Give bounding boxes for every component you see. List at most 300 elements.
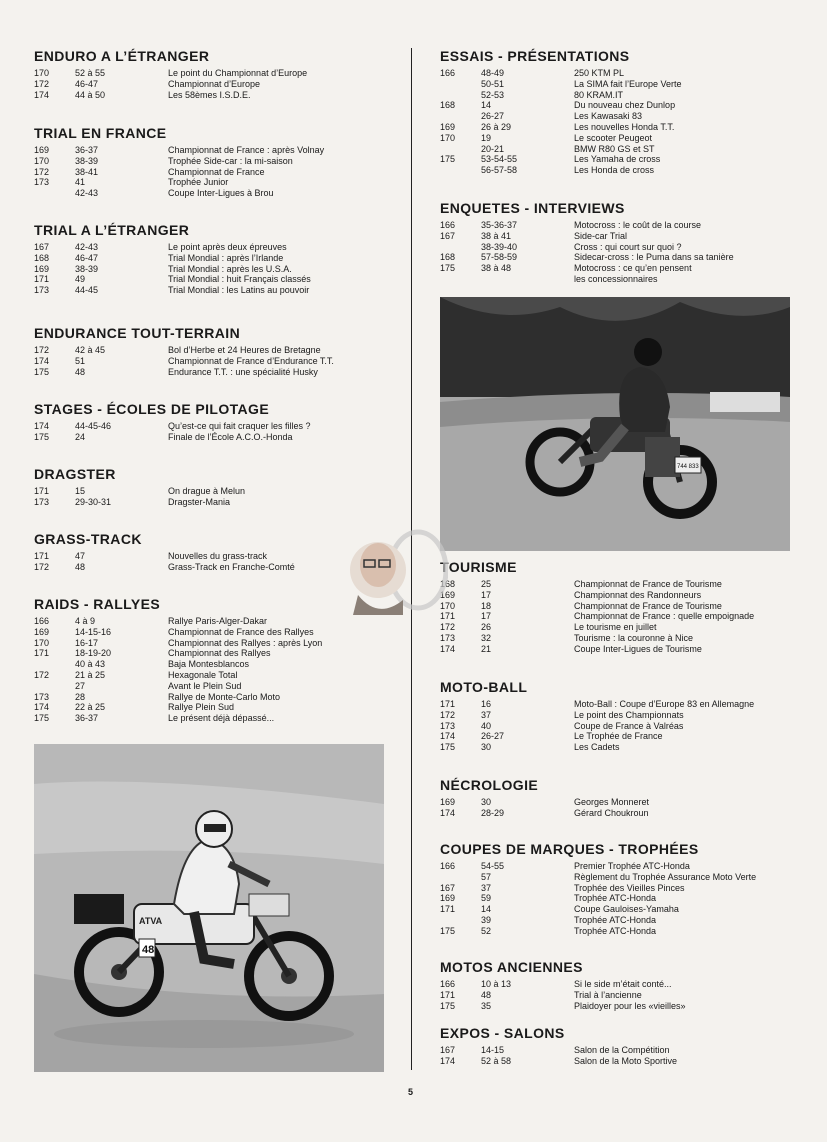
page-range: 4 à 9 bbox=[75, 616, 96, 626]
page-range: 25 bbox=[481, 579, 492, 589]
section-title: MOTOS ANCIENNES bbox=[440, 959, 583, 975]
issue-number: 173 bbox=[440, 720, 456, 731]
index-entry bbox=[440, 579, 825, 590]
index-entry bbox=[34, 638, 394, 649]
page-range: 37 bbox=[481, 882, 492, 893]
section-entries bbox=[34, 421, 394, 443]
page-range: 29-30-31 bbox=[75, 496, 112, 507]
index-entry bbox=[34, 177, 394, 188]
page-range: 38-39 bbox=[75, 263, 99, 274]
page-range: 38 à 41 bbox=[481, 230, 512, 241]
article-title: Championnat de France de Tourisme bbox=[574, 600, 722, 611]
article-title: Le présent déjà dépassé... bbox=[168, 713, 275, 724]
page-range: 38-39-40 bbox=[481, 241, 518, 252]
index-entry bbox=[34, 702, 394, 713]
article-title: Les Kawasaki 83 bbox=[574, 111, 643, 122]
page-range: 35-36-37 bbox=[481, 220, 518, 230]
index-entry bbox=[440, 710, 825, 721]
index-entry bbox=[440, 154, 825, 165]
index-entry bbox=[34, 90, 394, 101]
page-range: 30 bbox=[481, 797, 492, 807]
article-title: Trophée ATC-Honda bbox=[574, 893, 657, 904]
article-title: Championnat des Randonneurs bbox=[574, 589, 702, 600]
article-title: les concessionnaires bbox=[574, 273, 658, 284]
index-entry bbox=[34, 253, 394, 264]
page-range: 52 bbox=[481, 925, 492, 936]
page-range: 54-55 bbox=[481, 861, 505, 871]
index-entry bbox=[34, 79, 394, 90]
section-entries bbox=[440, 579, 825, 655]
article-title: Avant le Plein Sud bbox=[168, 680, 242, 691]
road-motorcycle-photo bbox=[440, 297, 790, 551]
article-title: Les Cadets bbox=[574, 742, 620, 753]
page-range: 41 bbox=[75, 177, 86, 188]
page-range: 20-21 bbox=[481, 143, 505, 154]
article-title: Le point après deux épreuves bbox=[168, 242, 287, 252]
section-title: STAGES - ÉCOLES DE PILOTAGE bbox=[34, 401, 270, 417]
index-entry bbox=[34, 497, 394, 508]
section bbox=[34, 325, 394, 377]
page-range: 56-57-58 bbox=[481, 165, 518, 176]
index-entry bbox=[34, 648, 394, 659]
index-entry bbox=[440, 133, 825, 144]
issue-number: 171 bbox=[440, 904, 456, 915]
article-title: Qu’est-ce qui fait craquer les filles ? bbox=[168, 421, 311, 431]
index-entry bbox=[440, 1001, 825, 1012]
article-title: Championnat des Rallyes : après Lyon bbox=[168, 637, 323, 648]
index-entry bbox=[34, 670, 394, 681]
article-title: Coupe Inter-Ligues de Tourisme bbox=[574, 643, 702, 654]
index-entry bbox=[440, 122, 825, 133]
section bbox=[34, 531, 394, 573]
index-entry bbox=[440, 893, 825, 904]
article-title: Championnat de France des Rallyes bbox=[168, 626, 314, 637]
issue-number: 171 bbox=[34, 486, 50, 496]
page-range: 40 bbox=[481, 720, 492, 731]
section-entries bbox=[440, 979, 825, 1011]
index-entry bbox=[34, 274, 394, 285]
index-entry bbox=[34, 616, 394, 627]
issue-number: 170 bbox=[34, 155, 50, 166]
article-title: Salon de la Compétition bbox=[574, 1045, 670, 1055]
article-title: Championnat de France d’Endurance T.T. bbox=[168, 355, 334, 366]
issue-number: 168 bbox=[440, 100, 456, 111]
index-entry bbox=[440, 872, 825, 883]
index-entry bbox=[34, 264, 394, 275]
index-entry bbox=[34, 562, 394, 573]
article-title: Règlement du Trophée Assurance Moto Verte bbox=[574, 871, 757, 882]
page-range: 21 bbox=[481, 643, 492, 654]
article-title: Championnat de France : quelle empoignade bbox=[574, 611, 755, 622]
index-entry bbox=[440, 883, 825, 894]
section-title: TRIAL A L’ÉTRANGER bbox=[34, 222, 190, 238]
article-title: Trophée Side-car : la mi-saison bbox=[168, 155, 293, 166]
issue-number: 172 bbox=[34, 166, 50, 177]
article-title: Les nouvelles Honda T.T. bbox=[574, 121, 675, 132]
article-title: Georges Monneret bbox=[574, 797, 650, 807]
article-title: Trial Mondial : les Latins au pouvoir bbox=[168, 285, 310, 296]
issue-number: 171 bbox=[34, 648, 50, 659]
page-range: 51 bbox=[75, 355, 86, 366]
section bbox=[440, 1025, 825, 1067]
article-title: Motocross : le coût de la course bbox=[574, 220, 702, 230]
page-range: 50-51 bbox=[481, 78, 505, 89]
issue-number: 172 bbox=[440, 622, 456, 633]
index-entry bbox=[34, 659, 394, 670]
page-range: 24 bbox=[75, 431, 86, 442]
page-range: 28 bbox=[75, 691, 86, 702]
index-entry bbox=[34, 713, 394, 724]
issue-number: 171 bbox=[440, 611, 456, 622]
article-title: Le point des Championnats bbox=[574, 709, 684, 720]
issue-number: 175 bbox=[34, 713, 50, 724]
section bbox=[34, 222, 394, 296]
section bbox=[440, 777, 825, 819]
issue-number: 175 bbox=[440, 742, 456, 753]
page-range: 17 bbox=[481, 589, 492, 600]
page-range: 26-27 bbox=[481, 111, 505, 122]
section bbox=[34, 125, 394, 199]
index-entry bbox=[440, 797, 825, 808]
article-title: Trophée Junior bbox=[168, 177, 229, 188]
issue-number: 173 bbox=[34, 691, 50, 702]
section bbox=[34, 596, 394, 724]
bike-sponsor-text: ATVA bbox=[139, 916, 163, 926]
issue-number: 174 bbox=[34, 89, 50, 100]
section-entries bbox=[440, 220, 825, 285]
article-title: Le Trophée de France bbox=[574, 731, 663, 742]
section-title: NÉCROLOGIE bbox=[440, 777, 539, 793]
index-entry bbox=[34, 692, 394, 703]
page-range: 36-37 bbox=[75, 145, 99, 155]
issue-number: 169 bbox=[440, 893, 456, 904]
issue-number: 169 bbox=[34, 263, 50, 274]
section-title: DRAGSTER bbox=[34, 466, 116, 482]
issue-number: 169 bbox=[440, 589, 456, 600]
article-title: Les 58èmes I.S.D.E. bbox=[168, 89, 251, 100]
page-range: 46-47 bbox=[75, 78, 99, 89]
page-range: 18-19-20 bbox=[75, 648, 112, 659]
issue-number: 166 bbox=[440, 861, 456, 871]
section-entries bbox=[34, 145, 394, 199]
page-range: 44-45 bbox=[75, 285, 99, 296]
issue-number: 175 bbox=[440, 263, 456, 274]
index-entry bbox=[440, 731, 825, 742]
section-title: TRIAL EN FRANCE bbox=[34, 125, 167, 141]
article-title: Coupe de France à Valréas bbox=[574, 720, 684, 731]
page-range: 48 bbox=[75, 561, 86, 572]
index-entry bbox=[34, 551, 394, 562]
article-title: Trial Mondial : huit Français classés bbox=[168, 274, 311, 285]
page-range: 37 bbox=[481, 709, 492, 720]
section-title: ESSAIS - PRÉSENTATIONS bbox=[440, 48, 630, 64]
article-title: Salon de la Moto Sportive bbox=[574, 1055, 678, 1066]
index-entry bbox=[34, 242, 394, 253]
page-range: 57 bbox=[481, 871, 492, 882]
section bbox=[34, 401, 394, 443]
index-entry bbox=[440, 861, 825, 872]
index-entry bbox=[440, 274, 825, 285]
index-entry bbox=[440, 633, 825, 644]
index-entry bbox=[440, 100, 825, 111]
page-range: 22 à 25 bbox=[75, 702, 106, 713]
index-entry bbox=[34, 285, 394, 296]
page-range: 40 à 43 bbox=[75, 659, 106, 670]
race-number-plate: 48 bbox=[142, 944, 155, 956]
index-entry bbox=[440, 590, 825, 601]
issue-number: 169 bbox=[34, 626, 50, 637]
issue-number: 169 bbox=[440, 797, 456, 807]
index-entry bbox=[34, 627, 394, 638]
issue-number: 171 bbox=[440, 989, 456, 1000]
article-title: 80 KRAM.IT bbox=[574, 89, 624, 100]
section-title: COUPES DE MARQUES - TROPHÉES bbox=[440, 841, 699, 857]
page-range: 53-54-55 bbox=[481, 154, 518, 165]
index-entry bbox=[440, 79, 825, 90]
page-range: 18 bbox=[481, 600, 492, 611]
section-entries bbox=[34, 345, 394, 377]
page-range: 46-47 bbox=[75, 252, 99, 263]
section-title: MOTO-BALL bbox=[440, 679, 528, 695]
article-title: Championnat de France de Tourisme bbox=[574, 579, 722, 589]
article-title: BMW R80 GS et ST bbox=[574, 143, 655, 154]
index-entry bbox=[34, 432, 394, 443]
issue-number: 166 bbox=[34, 616, 50, 626]
issue-number: 174 bbox=[34, 421, 50, 431]
page-range: 48 bbox=[481, 989, 492, 1000]
index-entry bbox=[440, 68, 825, 79]
article-title: Trial à l’ancienne bbox=[574, 989, 642, 1000]
article-title: Baja Montesblancos bbox=[168, 659, 250, 670]
issue-number: 171 bbox=[440, 699, 456, 709]
article-title: Premier Trophée ATC-Honda bbox=[574, 861, 690, 871]
index-entry bbox=[440, 979, 825, 990]
issue-number: 166 bbox=[440, 220, 456, 230]
index-entry bbox=[440, 926, 825, 937]
issue-number: 175 bbox=[34, 431, 50, 442]
index-entry bbox=[440, 990, 825, 1001]
article-title: Si le side m’était conté... bbox=[574, 979, 672, 989]
issue-number: 173 bbox=[440, 632, 456, 643]
issue-number: 167 bbox=[440, 1045, 456, 1055]
page-range: 52-53 bbox=[481, 89, 505, 100]
page-range: 38-41 bbox=[75, 166, 99, 177]
section bbox=[34, 48, 394, 100]
page-range: 38-39 bbox=[75, 155, 99, 166]
article-title: Gérard Choukroun bbox=[574, 807, 649, 818]
issue-number: 168 bbox=[440, 579, 456, 589]
article-title: Championnat des Rallyes bbox=[168, 648, 271, 659]
page-range: 30 bbox=[481, 742, 492, 753]
section-entries bbox=[34, 68, 394, 100]
index-entry bbox=[440, 1056, 825, 1067]
section-title: EXPOS - SALONS bbox=[440, 1025, 565, 1041]
section-entries bbox=[440, 1045, 825, 1067]
article-title: Championnat d’Europe bbox=[168, 78, 261, 89]
section bbox=[440, 48, 825, 176]
index-entry bbox=[440, 1045, 825, 1056]
page-range: 47 bbox=[75, 551, 86, 561]
index-entry bbox=[34, 156, 394, 167]
issue-number: 166 bbox=[440, 979, 456, 989]
index-entry bbox=[440, 220, 825, 231]
index-entry bbox=[440, 111, 825, 122]
article-title: Le point du Championnat d’Europe bbox=[168, 68, 308, 78]
section-title: TOURISME bbox=[440, 559, 517, 575]
issue-number: 175 bbox=[440, 154, 456, 165]
article-title: Coupe Inter-Ligues à Brou bbox=[168, 188, 274, 199]
page-range: 10 à 13 bbox=[481, 979, 512, 989]
article-title: Finale de l’École A.C.O.-Honda bbox=[168, 431, 293, 442]
page-range: 52 à 55 bbox=[75, 68, 106, 78]
article-title: Le scooter Peugeot bbox=[574, 132, 653, 143]
page-range: 52 à 58 bbox=[481, 1055, 512, 1066]
article-title: Coupe Gauloises-Yamaha bbox=[574, 904, 679, 915]
section-entries bbox=[34, 242, 394, 296]
article-title: On drague à Melun bbox=[168, 486, 246, 496]
issue-number: 168 bbox=[34, 252, 50, 263]
issue-number: 169 bbox=[34, 145, 50, 155]
article-title: Motocross : ce qu’en pensent bbox=[574, 263, 692, 274]
index-entry bbox=[440, 90, 825, 101]
article-title: Championnat de France : après Volnay bbox=[168, 145, 325, 155]
section bbox=[34, 466, 394, 508]
article-title: Trial Mondial : après l’Irlande bbox=[168, 252, 284, 263]
article-title: Cross : qui court sur quoi ? bbox=[574, 241, 682, 252]
article-title: Rallye de Monte-Carlo Moto bbox=[168, 691, 281, 702]
article-title: Endurance T.T. : une spécialité Husky bbox=[168, 366, 318, 377]
section bbox=[440, 959, 825, 1011]
article-title: Rallye Paris-Alger-Dakar bbox=[168, 616, 268, 626]
index-entry bbox=[440, 144, 825, 155]
page-range: 16-17 bbox=[75, 637, 99, 648]
issue-number: 171 bbox=[34, 274, 50, 285]
page-range: 14-15 bbox=[481, 1045, 505, 1055]
index-entry bbox=[34, 356, 394, 367]
section-entries bbox=[440, 861, 825, 937]
page-range: 26 bbox=[481, 622, 492, 633]
index-entry bbox=[440, 915, 825, 926]
section-title: ENDURO A L’ÉTRANGER bbox=[34, 48, 210, 64]
index-entry bbox=[440, 611, 825, 622]
page-range: 26-27 bbox=[481, 731, 505, 742]
page-range: 48 bbox=[75, 366, 86, 377]
article-title: La SIMA fait l’Europe Verte bbox=[574, 78, 682, 89]
issue-number: 175 bbox=[440, 1000, 456, 1011]
index-entry bbox=[440, 601, 825, 612]
page-range: 44-45-46 bbox=[75, 421, 112, 431]
article-title: Trophée ATC-Honda bbox=[574, 925, 657, 936]
article-title: Grass-Track en Franche-Comté bbox=[168, 561, 295, 572]
section-title: RAIDS - RALLYES bbox=[34, 596, 161, 612]
index-entry bbox=[440, 165, 825, 176]
article-title: Bol d’Herbe et 24 Heures de Bretagne bbox=[168, 345, 321, 355]
article-title: 250 KTM PL bbox=[574, 68, 625, 78]
issue-number: 167 bbox=[34, 242, 50, 252]
page-range: 27 bbox=[75, 680, 86, 691]
index-entry bbox=[34, 681, 394, 692]
index-entry bbox=[34, 68, 394, 79]
index-entry bbox=[34, 421, 394, 432]
index-entry bbox=[440, 644, 825, 655]
issue-number: 170 bbox=[440, 132, 456, 143]
issue-number: 172 bbox=[440, 709, 456, 720]
article-title: Moto-Ball : Coupe d’Europe 83 en Allemagne bbox=[574, 699, 755, 709]
issue-number: 174 bbox=[34, 355, 50, 366]
page-range: 42-43 bbox=[75, 188, 99, 199]
index-entry bbox=[440, 622, 825, 633]
article-title: Championnat de France bbox=[168, 166, 265, 177]
issue-number: 174 bbox=[440, 1055, 456, 1066]
article-title: Tourisme : la couronne à Nice bbox=[574, 632, 694, 643]
section bbox=[440, 841, 825, 937]
index-entry bbox=[440, 721, 825, 732]
section-entries bbox=[34, 486, 394, 508]
issue-number: 167 bbox=[440, 230, 456, 241]
article-title: Dragster-Mania bbox=[168, 496, 231, 507]
issue-number: 174 bbox=[440, 731, 456, 742]
issue-number: 169 bbox=[440, 121, 456, 132]
section bbox=[440, 559, 825, 655]
section bbox=[440, 200, 825, 285]
page-range: 21 à 25 bbox=[75, 669, 106, 680]
article-title: Les Honda de cross bbox=[574, 165, 655, 176]
section-title: ENQUETES - INTERVIEWS bbox=[440, 200, 625, 216]
page-range: 49 bbox=[75, 274, 86, 285]
page-range: 28-29 bbox=[481, 807, 505, 818]
index-entry bbox=[34, 486, 394, 497]
page-range: 17 bbox=[481, 611, 492, 622]
page-range: 42-43 bbox=[75, 242, 99, 252]
article-title: Les Yamaha de cross bbox=[574, 154, 661, 165]
article-title: Hexagonale Total bbox=[168, 669, 238, 680]
issue-number: 173 bbox=[34, 177, 50, 188]
page-range: 48-49 bbox=[481, 68, 505, 78]
page-range: 14 bbox=[481, 904, 492, 915]
section-title: GRASS-TRACK bbox=[34, 531, 142, 547]
rally-rider-photo bbox=[34, 744, 384, 1072]
index-entry bbox=[34, 188, 394, 199]
index-entry bbox=[34, 145, 394, 156]
section-entries bbox=[34, 551, 394, 573]
portrait-stamp bbox=[348, 525, 448, 615]
page-range: 14 bbox=[481, 100, 492, 111]
page-range: 57-58-59 bbox=[481, 252, 518, 263]
page-range: 14-15-16 bbox=[75, 626, 112, 637]
index-entry bbox=[34, 345, 394, 356]
article-title: Trial Mondial : après les U.S.A. bbox=[168, 263, 292, 274]
issue-number: 172 bbox=[34, 345, 50, 355]
section-title: ENDURANCE TOUT-TERRAIN bbox=[34, 325, 241, 341]
page-range: 36-37 bbox=[75, 713, 99, 724]
issue-number: 172 bbox=[34, 561, 50, 572]
page-range: 44 à 50 bbox=[75, 89, 106, 100]
section-entries bbox=[440, 699, 825, 753]
page-range: 15 bbox=[75, 486, 86, 496]
index-entry bbox=[440, 904, 825, 915]
article-title: Du nouveau chez Dunlop bbox=[574, 100, 676, 111]
issue-number: 174 bbox=[440, 807, 456, 818]
index-entry bbox=[440, 231, 825, 242]
page-range: 59 bbox=[481, 893, 492, 904]
index-entry bbox=[34, 167, 394, 178]
issue-number: 168 bbox=[440, 252, 456, 263]
issue-number: 170 bbox=[440, 600, 456, 611]
article-title: Plaidoyer pour les «vieilles» bbox=[574, 1000, 686, 1011]
page-number: 5 bbox=[408, 1087, 414, 1097]
index-entry bbox=[34, 367, 394, 378]
page-range: 16 bbox=[481, 699, 492, 709]
